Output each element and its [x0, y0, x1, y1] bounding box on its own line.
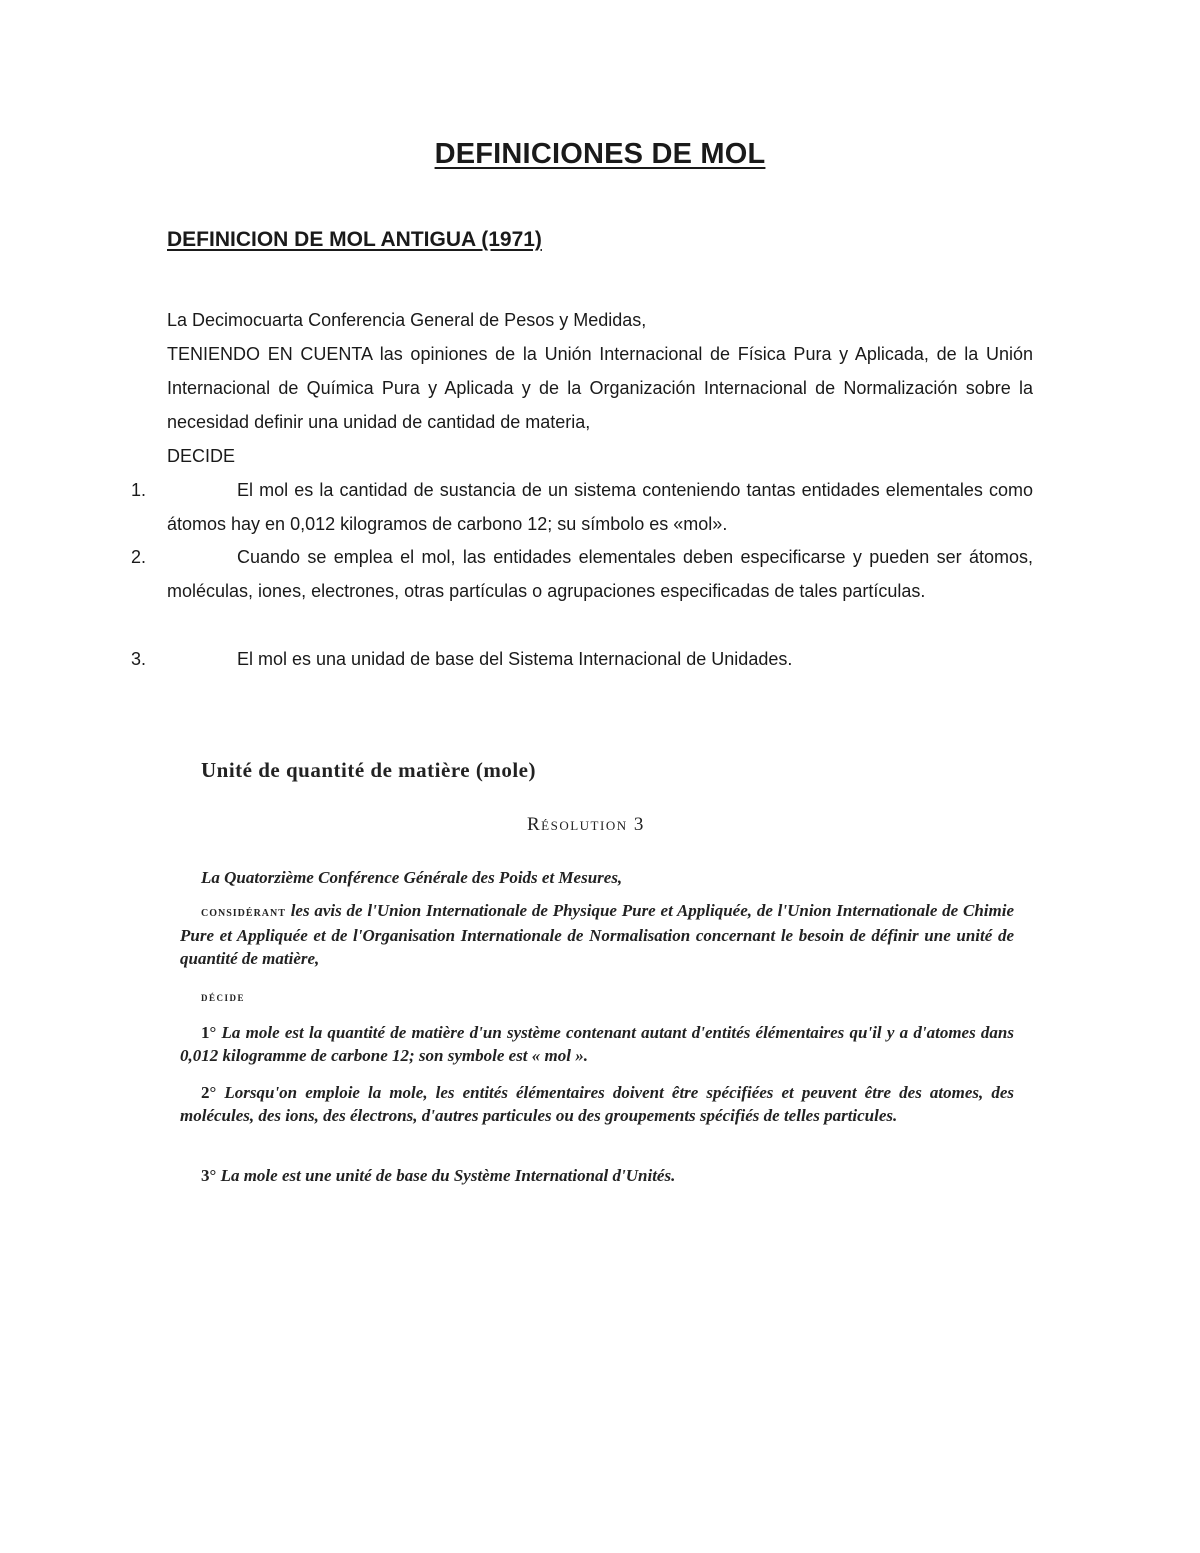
- list-item-number: 2.: [131, 547, 147, 567]
- list-item: [180, 1021, 1014, 1067]
- french-intro: La Quatorzième Conférence Générale des Poids et Mesures,: [201, 868, 623, 887]
- list-item-text: El mol es una unidad de base del Sistema Internacional de Unidades.: [237, 649, 793, 669]
- section-title: DEFINICION DE MOL ANTIGUA (1971): [167, 228, 542, 251]
- spanish-considering: TENIENDO EN CUENTA las opiniones de la Unión Internacional de Física Pura y Aplicada, de la Unión Internacional de Química Pura y Aplicada y de la Organización Internacional de Normalización sobre la necesidad definir una unidad de cantidad de materia,: [167, 344, 1033, 432]
- list-item-text: La mole est la quantité de matière d'un système contenant autant d'entités élémentaires qu'il y a d'atomes dans 0,012 kilogramme de carbone 12; son symbole est « mol ».: [180, 1023, 1014, 1065]
- french-considering-text: les avis de l'Union Internationale de Physique Pure et Appliquée, de l'Union Internationale de Chimie Pure et Appliquée et de l'Organisation Internationale de Normalisation concernant le besoin de définir une unité de quantité de matière,: [180, 901, 1014, 968]
- spanish-decide: DECIDE: [167, 446, 236, 466]
- list-item: [180, 1164, 1014, 1187]
- french-considering-label: considérant: [201, 905, 286, 920]
- spanish-intro: La Decimocuarta Conferencia General de Pesos y Medidas,: [167, 310, 647, 330]
- french-decide: décide: [201, 989, 246, 1004]
- list-item-text: La mole est une unité de base du Système International d'Unités.: [220, 1166, 676, 1185]
- list-item-number: 1°: [201, 1023, 217, 1042]
- spanish-preamble: [167, 303, 1033, 473]
- list-item-number: 3°: [201, 1166, 217, 1185]
- list-item-text: Cuando se emplea el mol, las entidades elementales deben especificarse y pueden ser átomos, moléculas, iones, electrones, otras partículas o agrupaciones especificadas de tales partículas.: [167, 547, 1033, 601]
- french-resolution-number: Résolution 3: [527, 814, 645, 835]
- list-item-number: 2°: [201, 1083, 217, 1102]
- french-heading: Unité de quantité de matière (mole): [201, 758, 536, 782]
- list-item-number: 3.: [131, 649, 147, 669]
- list-item-number: 1.: [131, 480, 147, 500]
- list-item: [180, 1081, 1014, 1127]
- french-considering: [180, 899, 1014, 970]
- list-item-text: Lorsqu'on emploie la mole, les entités élémentaires doivent être spécifiées et peuvent être des atomes, des molécules, des ions, des électrons, d'autres particules ou des groupements spécifiés de telles particules.: [180, 1083, 1014, 1125]
- list-item-text: El mol es la cantidad de sustancia de un sistema conteniendo tantas entidades elementales como átomos hay en 0,012 kilogramos de carbono 12; su símbolo es «mol».: [167, 480, 1033, 534]
- page-title: DEFINICIONES DE MOL: [434, 138, 766, 170]
